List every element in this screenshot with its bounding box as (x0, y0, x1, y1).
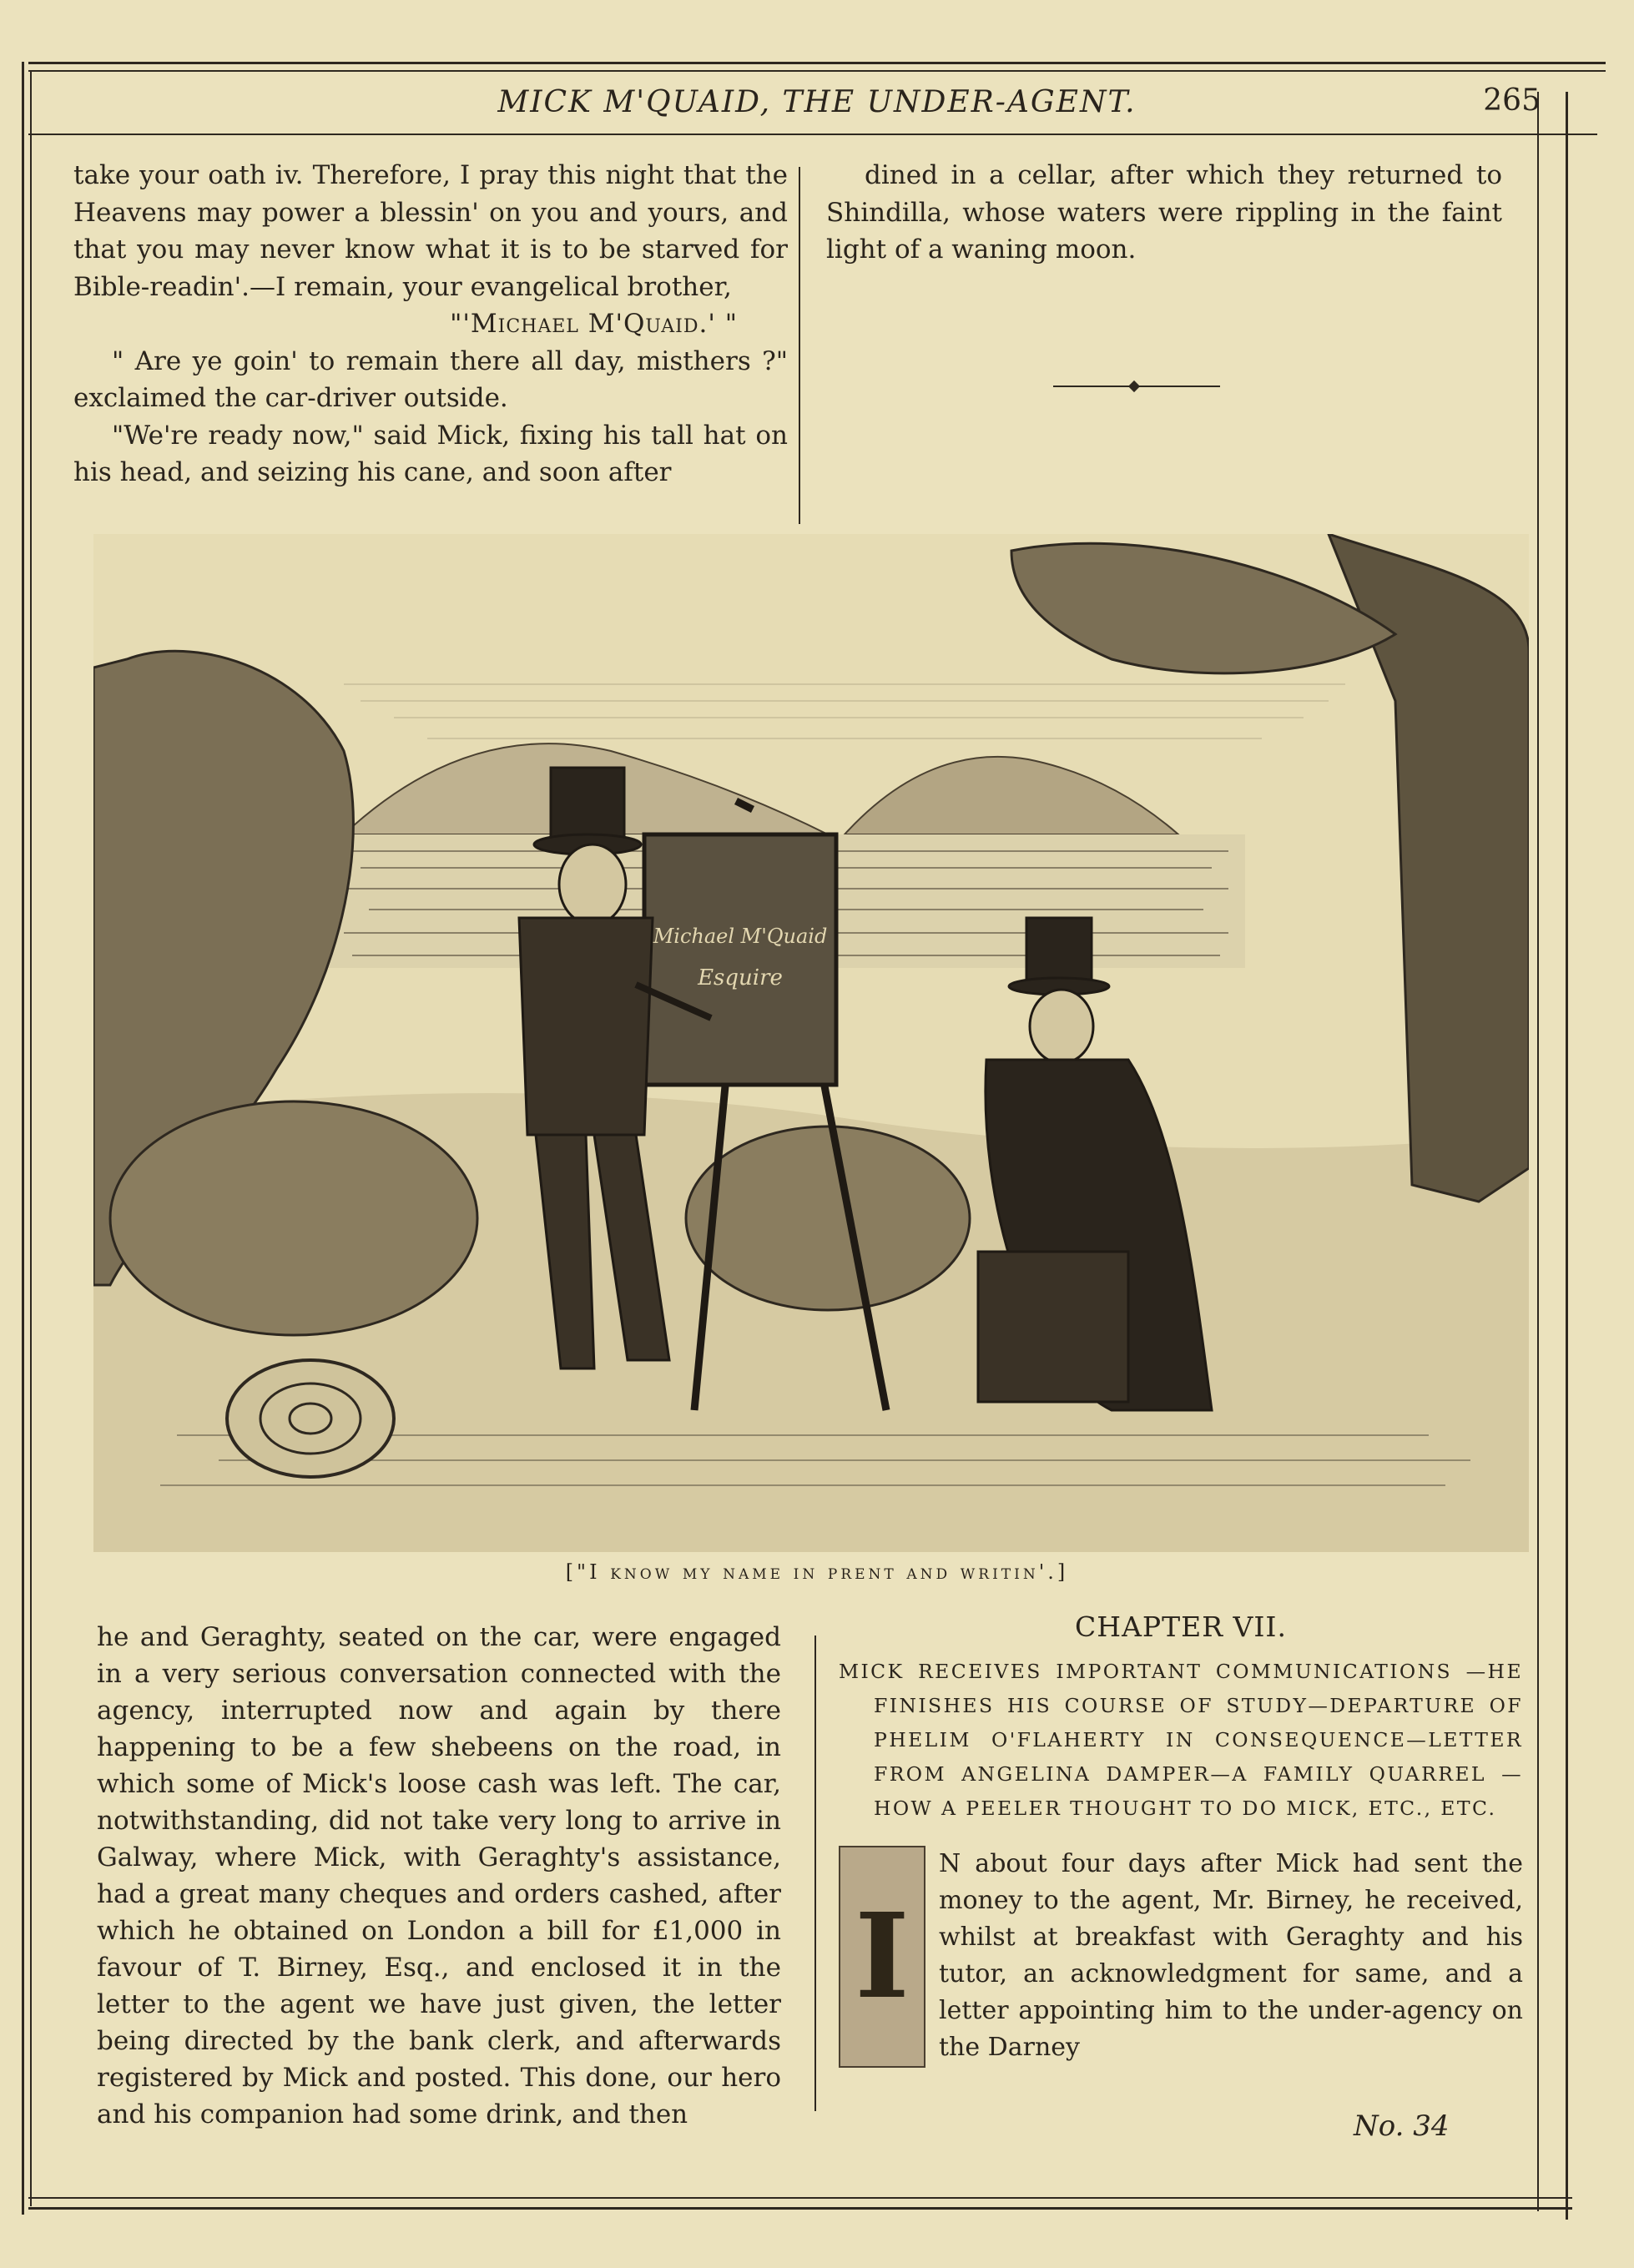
right-border-outer (1566, 92, 1568, 2220)
top-right-column (826, 157, 1502, 269)
top-double-rule-inner (28, 70, 1606, 72)
sign-text-name: Michael M'Quaid (653, 925, 828, 948)
bottom-right-column (839, 1610, 1523, 2068)
left-border-inner (30, 70, 32, 2206)
chapter-opening (839, 1846, 1523, 2066)
paragraph: he and Geraghty, seated on the car, were engaged in a very serious conversation connected with the agency, interrupted now and again by there happening to be a few shebeens on the road, in which some of Mick's loose cash was left. The car, notwithstanding, did not take very long to arrive in Galway, where Mick, with Geraghty's assistance, had a great many cheques and orders cashed, after which he obtained on London a bill for £1,000 in favour of T. Birney, Esq., and enclosed it in the letter to the agent we have just given, the letter being directed by the bank clerk, and afterwards registered by Mick and posted. This done, our hero and his companion had some drink, and then (97, 1622, 781, 2129)
bottom-double-rule-outer (28, 2207, 1572, 2210)
chapter-body-text: N about four days after Mick had sent the money to the agent, Mr. Birney, he received, whilst at breakfast with Geraghty and his tutor, an acknowledgment for same, and a letter appointing him to the under-agency on the Darney (939, 1849, 1523, 2062)
paragraph: dined in a cellar, after which they returned to Shindilla, whose waters were rippling in the faint light of a waning moon. (826, 160, 1502, 265)
left-border-outer (22, 62, 24, 2215)
paragraph: " Are ye goin' to remain there all day, misthers ?" exclaimed the car-driver outside. (73, 345, 788, 413)
synopsis-text: MICK RECEIVES IMPORTANT COMMUNICATIONS —HE FINISHES HIS COURSE OF STUDY—DEPARTURE OF PHELIM O'FLAHERTY IN CONSEQUENCE—LETTER FROM ANGELINA DAMPER—A FAMILY QUARREL — HOW A PEELER THOUGHT TO DO MICK, ETC., ETC. (839, 1660, 1523, 1820)
top-double-rule-outer (28, 62, 1606, 64)
running-header: MICK M'QUAID, THE UNDER-AGENT. (497, 85, 1137, 119)
paragraph: take your oath iv. Therefore, I pray this night that the Heavens may power a blessin' on you and yours, and that you may never know what it is to be starved for Bible-readin'.—I remain, your evangelical brother, (73, 160, 788, 302)
column-divider-top (799, 167, 800, 524)
bottom-left-column (97, 1619, 781, 2133)
right-border-inner (1537, 92, 1539, 2211)
column-divider-bottom (814, 1635, 816, 2111)
chapter-heading: CHAPTER VII. (1075, 1610, 1287, 1643)
header-rule (28, 134, 1597, 135)
bottom-double-rule-inner (28, 2197, 1572, 2199)
sign-text-title: Esquire (698, 965, 783, 990)
section-ornament (1053, 382, 1220, 391)
decorated-initial: I (839, 1846, 925, 2068)
chapter-synopsis (839, 1655, 1523, 1826)
issue-number: No. 34 (1354, 2109, 1450, 2143)
paragraph: "We're ready now," said Mick, fixing his tall hat on his head, and seizing his cane, and soon after (73, 420, 788, 487)
engraving-illustration (93, 534, 1529, 1552)
page-number: 265 (1483, 83, 1541, 118)
illustration-caption: ["I know my name in prent and writin'.] (565, 1560, 1069, 1584)
top-left-column (73, 157, 788, 491)
signature: "'Michael M'Quaid.' " (450, 309, 738, 339)
